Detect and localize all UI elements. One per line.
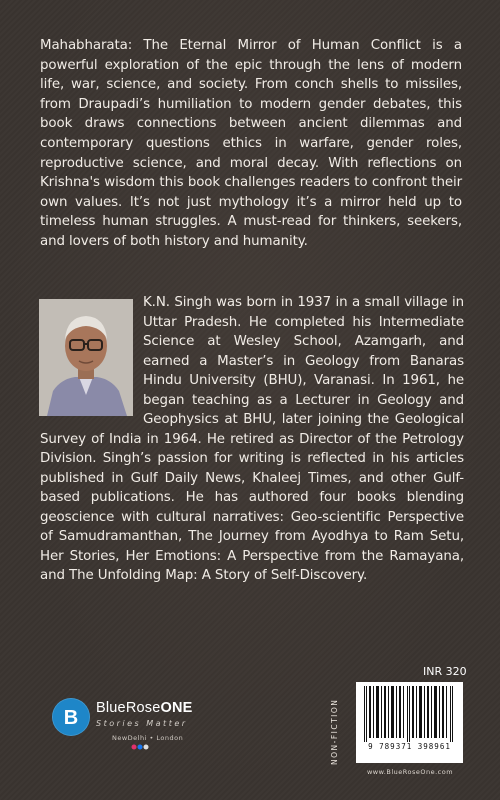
author-bio-block (40, 293, 464, 586)
publisher-name (96, 700, 193, 716)
publisher-name-part2: ONE (160, 700, 193, 716)
logo-letter: B (63, 707, 79, 729)
social-icons (131, 744, 151, 752)
genre-label: NON-FICTION (330, 698, 339, 765)
photo-spacer (40, 293, 143, 426)
barcode-icon (356, 686, 463, 746)
publisher-website: www.BlueRoseOne.com (366, 768, 454, 776)
book-blurb: Mahabharata: The Eternal Mirror of Human Conflict is a powerful exploration of the epic through the lens of modern life, war, science, and society. From conch shells to missiles, from Draupadi’s humiliation to modern gender debates, this book draws connections between ancient dilemmas and contemporary questions ethics in warfare, gender roles, reproductive science, and moral decay. With reflections on Krishna's wisdom this book challenges readers to confront their own values. It’s not just mythology it’s a mirror held up to timeless human struggles. A must-read for thinkers, seekers, and lovers of both history and humanity. (40, 38, 462, 249)
isbn-digits: 9 789371 398961 (368, 742, 451, 751)
price-label: INR 320 (423, 665, 467, 678)
publisher-name-part1: BlueRose (96, 700, 161, 716)
publisher-logo-mark-icon (52, 698, 90, 736)
publisher-tagline: Stories Matter (96, 719, 188, 728)
publisher-cities: NewDelhi • London (112, 734, 184, 742)
publisher-logo (52, 698, 227, 758)
author-bio: K.N. Singh was born in 1937 in a small village in Uttar Pradesh. He completed his Intermediate Science at Wesley School, Azamgarh, and earned a Master’s in Geology from Banaras Hindu University (BHU), Varanasi. In 1961, he began teaching as a Lecturer in Geology and Geophysics at BHU, later joining the Geological Survey of India in 1964. He retired as Director of the Petrology Division. Singh’s passion for writing is reflected in his articles published in Gulf Daily News, Khaleej Times, and other Gulf-based publications. He has authored four books blending geoscience with cultural narratives: Geo-scientific Perspective of Samudramanthan, The Journey from Ayodhya to Ram Setu, Her Stories, Her Emotions: A Perspective from the Ramayana, and The Unfolding Map: A Story of Self-Discovery. (40, 295, 464, 583)
